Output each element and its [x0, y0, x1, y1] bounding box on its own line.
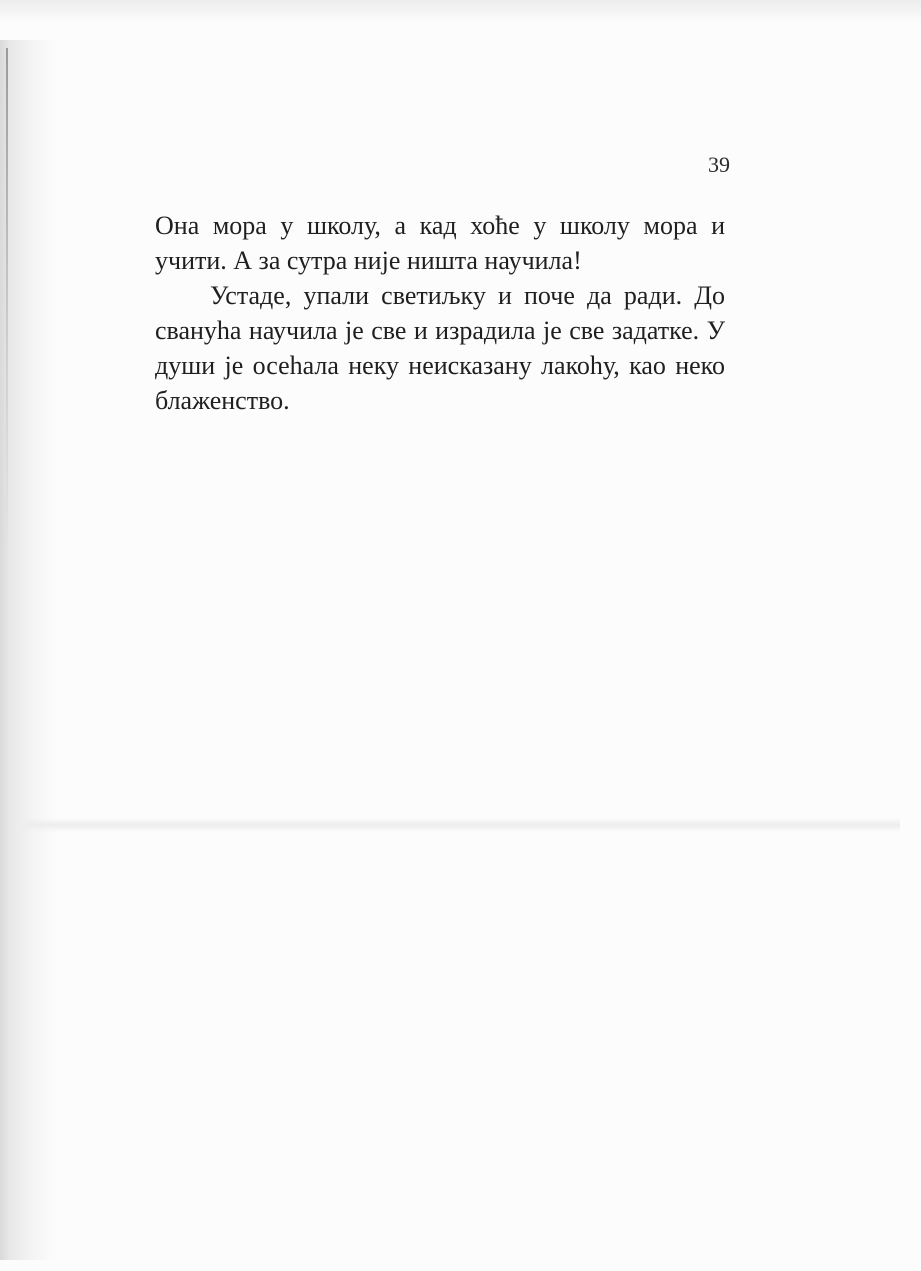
binding-shadow [0, 40, 60, 1260]
page-number: 39 [708, 152, 730, 177]
paragraph: Устаде, упали светиљку и поче да ради. До свануһа научила je све и израдила je све задатке. У души je осеһала неку неисказану лакоһу, као неко блаженство. [155, 281, 725, 415]
scan-top-shadow [0, 0, 921, 22]
scan-fold-shadow [20, 818, 900, 832]
paragraph: Она мора у школу, а кад хоће у школу мора и учити. А за сутра није ништа научила! [155, 211, 725, 275]
binding-edge [6, 48, 8, 548]
body-text [155, 208, 725, 418]
